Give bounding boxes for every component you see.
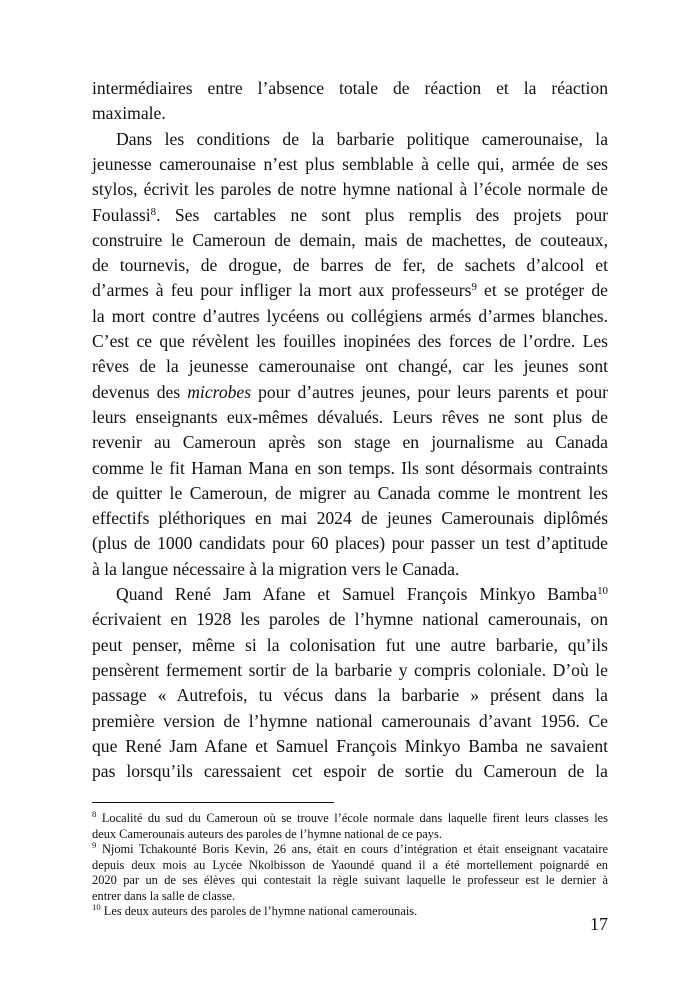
text-segment: Localité du sud du Cameroun où se trouve l’école normale dans laquelle firent leurs classes les xyxy=(96,811,608,825)
text-segment: pour d’autres jeunes, pour leurs parents et pour xyxy=(251,381,608,402)
text-segment: intermédiaires entre l’absence totale de réaction et la réaction xyxy=(92,78,608,98)
body-line xyxy=(92,430,608,455)
text-segment: 2020 par un de ses élèves qui contestait la règle suivant laquelle le professeur est le dernier à xyxy=(92,873,608,887)
body-line xyxy=(92,759,608,784)
text-segment: comme le fit Haman Mana en son temps. Ils sont désormais contraints xyxy=(92,457,608,478)
text-segment: leurs enseignants eux-mêmes dévalués. Leurs rêves ne sont plus de xyxy=(92,406,608,427)
text-segment: peut penser, même si la colonisation fut une autre barbarie, qu’ils xyxy=(92,634,608,655)
footnote-reference: 8 xyxy=(150,205,157,218)
text-segment: de quitter le Cameroun, de migrer au Canada comme le montrent les xyxy=(92,482,608,503)
text-segment: entrer dans la salle de classe. xyxy=(92,888,236,903)
text-segment: la mort contre d’autres lycéens ou collégiens armés d’armes blanches. xyxy=(92,305,608,326)
body-line xyxy=(92,734,608,759)
body-line xyxy=(92,380,608,405)
body-line xyxy=(92,101,608,126)
text-segment: jeunesse camerounaise n’est plus semblable à celle qui, armée de ses xyxy=(92,153,608,174)
body-line xyxy=(92,354,608,379)
body-line xyxy=(92,228,608,253)
text-segment: d’armes à feu pour infliger la mort aux professeurs xyxy=(92,280,472,301)
body-line xyxy=(92,658,608,683)
body-line xyxy=(92,531,608,556)
body-line xyxy=(92,456,608,481)
text-segment: et se protéger de xyxy=(476,280,608,301)
text-segment: que René Jam Afane et Samuel François Minkyo Bamba ne savaient xyxy=(92,735,608,756)
text-segment: Njomi Tchakounté Boris Kevin, 26 ans, était en cours d’intégration et était enseignant vacataire xyxy=(96,842,608,856)
text-segment: C’est ce que révèlent les fouilles inopinées des forces de l’ordre. Les xyxy=(92,331,608,351)
footnote-line xyxy=(92,872,608,888)
footnote-reference: 8 xyxy=(92,809,97,820)
page-number: 17 xyxy=(590,914,608,934)
text-segment: deux Camerounais auteurs des paroles de l’hymne national de ce pays. xyxy=(92,826,442,841)
body-line xyxy=(92,405,608,430)
body-line xyxy=(92,127,608,152)
text-segment: passage « Autrefois, tu vécus dans la barbarie » présent dans la xyxy=(92,685,608,706)
text-segment: de tournevis, de drogue, de barres de fer, de sachets d’alcool et xyxy=(92,255,608,276)
footnote-line xyxy=(92,826,608,842)
text-segment: (plus de 1000 candidats pour 60 places) pour passer un test d’aptitude xyxy=(92,533,608,554)
body-line xyxy=(92,709,608,734)
text-segment: . Ses cartables ne sont plus remplis des projets pour xyxy=(156,204,608,225)
footnote-separator xyxy=(92,802,334,803)
footnote-line xyxy=(92,857,608,873)
body-line xyxy=(92,607,608,632)
footnote-reference: 9 xyxy=(471,281,477,294)
footnote-line xyxy=(92,903,608,919)
body-line xyxy=(92,203,608,228)
body-line xyxy=(92,633,608,658)
footnote-reference: 10 xyxy=(597,585,608,597)
body-line xyxy=(92,253,608,278)
text-segment: à la langue nécessaire à la migration vers le Canada. xyxy=(92,558,460,579)
text-segment: Les deux auteurs des paroles de l’hymne national camerounais. xyxy=(100,904,418,918)
text-segment: maximale. xyxy=(92,103,166,124)
text-segment: Dans les conditions de la barbarie politique camerounaise, la xyxy=(116,128,608,149)
italic-text: microbes xyxy=(187,381,252,402)
text-segment: Foulassi xyxy=(92,204,151,225)
footnote-line xyxy=(92,888,608,904)
text-segment: rêves de la jeunesse camerounaise ont changé, car les jeunes sont xyxy=(92,356,608,377)
body-line xyxy=(92,304,608,329)
text-segment: devenus des xyxy=(92,381,188,402)
body-line xyxy=(92,557,608,582)
text-segment: stylos, écrivit les paroles de notre hymne national à l’école normale de xyxy=(92,179,608,200)
footnote-reference: 10 xyxy=(92,902,101,913)
footnote-line xyxy=(92,841,608,857)
body-line xyxy=(92,152,608,177)
text-segment: écrivaient en 1928 les paroles de l’hymne national camerounais, on xyxy=(92,609,608,630)
body-line xyxy=(92,506,608,531)
text-segment: construire le Cameroun de demain, mais de machettes, de couteaux, xyxy=(92,229,608,250)
body-line xyxy=(92,582,608,607)
text-segment: Quand René Jam Afane et Samuel François Minkyo Bamba xyxy=(116,584,598,604)
body-line xyxy=(92,177,608,202)
body-line xyxy=(92,278,608,303)
text-segment: première version de l’hymne national camerounais d’avant 1956. Ce xyxy=(92,710,608,731)
text-segment: depuis deux mois au Lycée Nkolbisson de Yaoundé quand il a été mortellement poignardé en xyxy=(92,857,608,872)
body-line xyxy=(92,76,608,101)
body-line xyxy=(92,481,608,506)
text-segment: pas lorsqu’ils caressaient cet espoir de sortie du Cameroun de la xyxy=(92,761,608,782)
footnote-reference: 9 xyxy=(92,840,97,851)
text-segment: effectifs pléthoriques en mai 2024 de jeunes Camerounais diplômés xyxy=(92,508,608,529)
text-segment: revenir au Cameroun après son stage en journalisme au Canada xyxy=(92,432,608,453)
body-line xyxy=(92,683,608,708)
footnote-line xyxy=(92,810,608,826)
body-line xyxy=(92,329,608,354)
text-segment: pensèrent fermement sortir de la barbarie y compris coloniale. D’où le xyxy=(92,659,608,680)
